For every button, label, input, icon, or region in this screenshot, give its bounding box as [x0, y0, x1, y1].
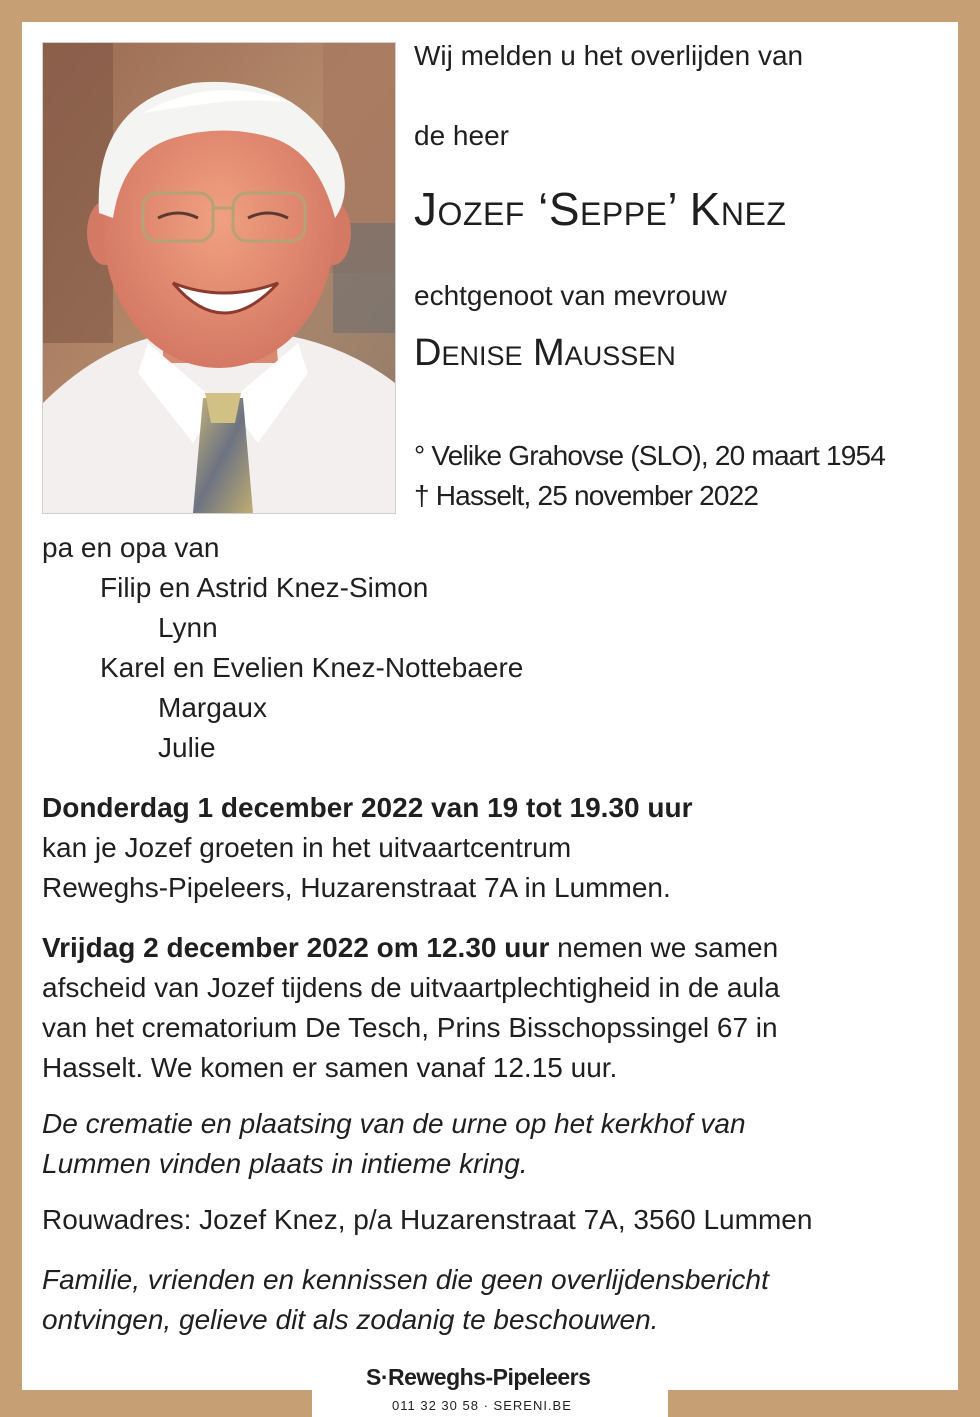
ceremony-line: Hasselt. We komen er samen vanaf 12.15 uur.: [42, 1052, 618, 1083]
notice-section: [42, 1260, 942, 1340]
ceremony-heading: Vrijdag 2 december 2022 om 12.30 uur: [42, 932, 550, 963]
visitation-line: Reweghs-Pipeleers, Huzarenstraat 7A in Lummen.: [42, 872, 671, 903]
family-member: Julie: [158, 732, 216, 763]
footer-phone: 011 32 30 58: [392, 1398, 479, 1413]
visitation-heading: Donderdag 1 december 2022 van 19 tot 19.30 uur: [42, 792, 693, 823]
footer-separator: ·: [483, 1398, 489, 1413]
deceased-name: Jozef ‘Seppe’ Knez: [414, 183, 787, 235]
portrait-photo: [42, 42, 396, 514]
death-text: Hasselt, 25 november 2022: [435, 480, 759, 511]
birth-text: Velike Grahovse (SLO), 20 maart 1954: [431, 440, 886, 471]
footer-website: SERENI.BE: [493, 1398, 572, 1413]
visitation-line: kan je Jozef groeten in het uitvaartcentrum: [42, 832, 572, 863]
cremation-section: [42, 1104, 942, 1184]
death-symbol: †: [414, 480, 429, 511]
spouse-name: Denise Maussen: [414, 332, 676, 374]
visitation-section: [42, 788, 942, 908]
family-member: Margaux: [158, 692, 267, 723]
family-member: Lynn: [158, 612, 218, 643]
spouse-intro: echtgenoot van mevrouw: [414, 280, 727, 311]
footer-contact: [392, 1398, 572, 1413]
family-member: Filip en Astrid Knez-Simon: [100, 572, 429, 603]
birth-symbol: °: [414, 440, 425, 471]
notice-line: Familie, vrienden en kennissen die geen overlijdensbericht: [42, 1264, 769, 1295]
family-member: Karel en Evelien Knez-Nottebaere: [100, 652, 524, 683]
address-line: Rouwadres: Jozef Knez, p/a Huzarenstraat 7A, 3560 Lummen: [42, 1204, 813, 1235]
intro-text: Wij melden u het overlijden van: [414, 40, 804, 71]
death-line: [414, 480, 758, 512]
cremation-line: Lummen vinden plaats in intieme kring.: [42, 1148, 528, 1179]
birth-line: [414, 440, 885, 472]
funeral-home-logo: S·Reweghs-Pipeleers: [366, 1364, 591, 1390]
title-text: de heer: [414, 120, 509, 151]
cremation-line: De crematie en plaatsing van de urne op het kerkhof van: [42, 1108, 746, 1139]
ceremony-line: van het crematorium De Tesch, Prins Bisschopssingel 67 in: [42, 1012, 778, 1043]
family-intro: pa en opa van: [42, 532, 220, 563]
ceremony-line: afscheid van Jozef tijdens de uitvaartplechtigheid in de aula: [42, 972, 780, 1003]
notice-line: ontvingen, gelieve dit als zodanig te beschouwen.: [42, 1304, 659, 1335]
ceremony-line: nemen we samen: [549, 932, 779, 963]
ceremony-section: [42, 928, 942, 1088]
